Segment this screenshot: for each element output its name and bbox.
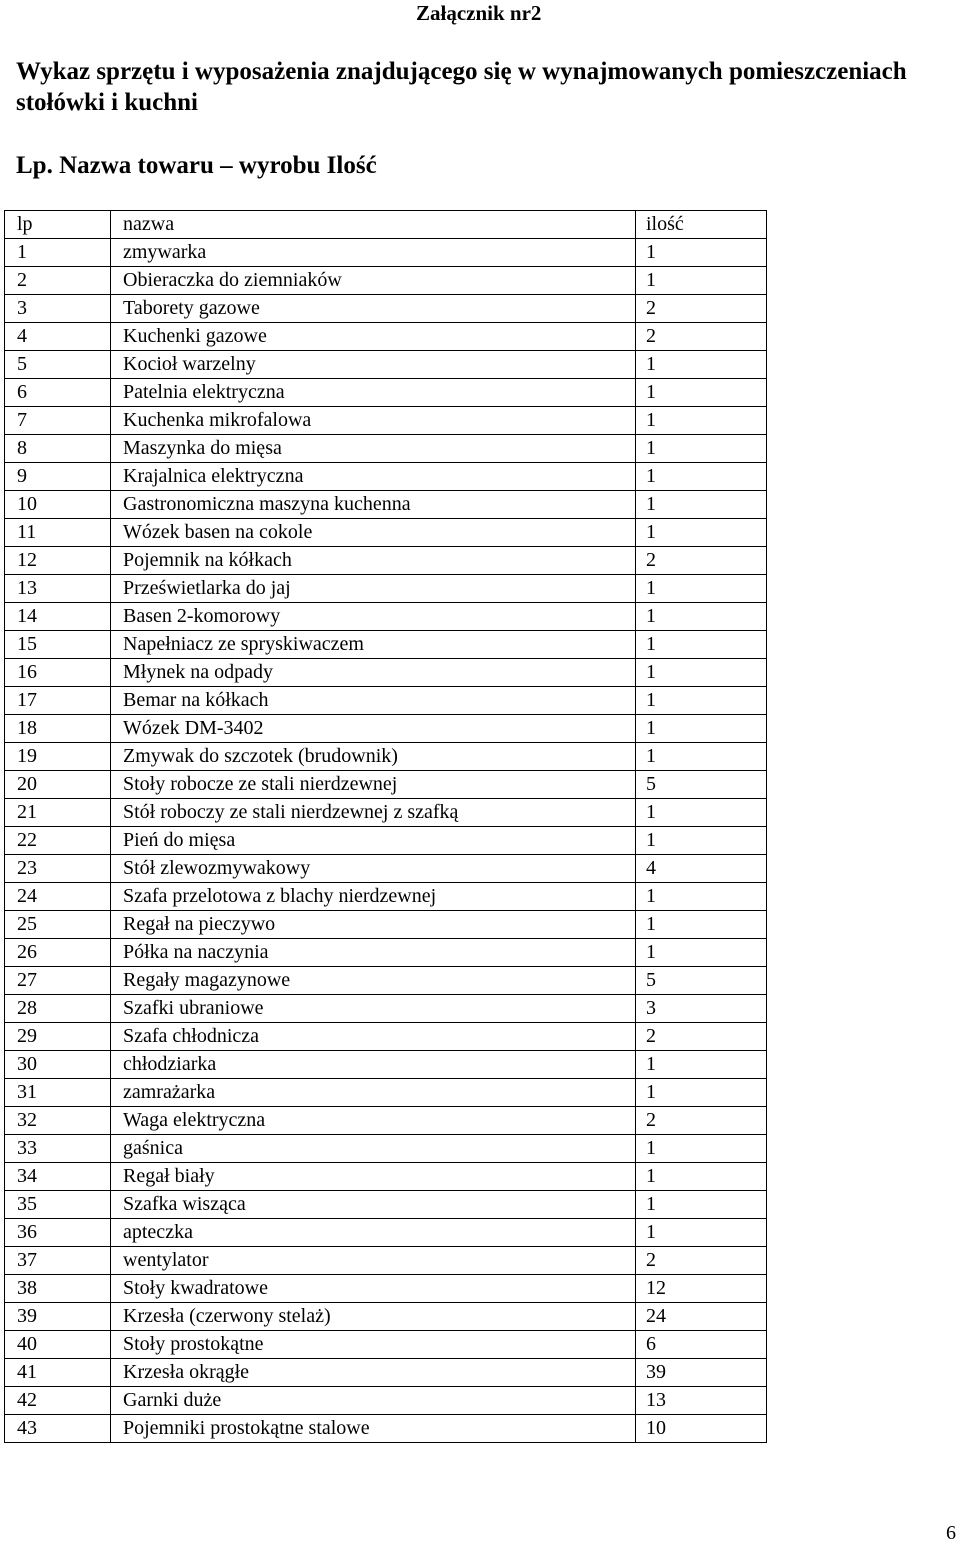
cell-lp: 19 bbox=[5, 743, 111, 771]
cell-name: Bemar na kółkach bbox=[111, 687, 636, 715]
cell-name: Gastronomiczna maszyna kuchenna bbox=[111, 491, 636, 519]
cell-name: Waga elektryczna bbox=[111, 1107, 636, 1135]
cell-lp: 34 bbox=[5, 1163, 111, 1191]
cell-name: Półka na naczynia bbox=[111, 939, 636, 967]
table-row bbox=[5, 967, 767, 995]
cell-name: Prześwietlarka do jaj bbox=[111, 575, 636, 603]
cell-lp: 37 bbox=[5, 1247, 111, 1275]
cell-qty: 2 bbox=[636, 547, 767, 575]
cell-lp: 16 bbox=[5, 659, 111, 687]
table-row bbox=[5, 1331, 767, 1359]
cell-lp: 33 bbox=[5, 1135, 111, 1163]
table-row bbox=[5, 1387, 767, 1415]
cell-name: Obieraczka do ziemniaków bbox=[111, 267, 636, 295]
cell-lp: 23 bbox=[5, 855, 111, 883]
cell-name: Szafa chłodnicza bbox=[111, 1023, 636, 1051]
cell-lp: 25 bbox=[5, 911, 111, 939]
table-row bbox=[5, 435, 767, 463]
table-row bbox=[5, 1107, 767, 1135]
cell-lp: 15 bbox=[5, 631, 111, 659]
table-row bbox=[5, 603, 767, 631]
table-row bbox=[5, 547, 767, 575]
cell-lp: 12 bbox=[5, 547, 111, 575]
cell-qty: 2 bbox=[636, 1023, 767, 1051]
cell-lp: 38 bbox=[5, 1275, 111, 1303]
cell-name: Pojemnik na kółkach bbox=[111, 547, 636, 575]
cell-name: Szafa przelotowa z blachy nierdzewnej bbox=[111, 883, 636, 911]
cell-qty: 1 bbox=[636, 379, 767, 407]
cell-qty: 1 bbox=[636, 1191, 767, 1219]
cell-name: Basen 2-komorowy bbox=[111, 603, 636, 631]
cell-qty: 1 bbox=[636, 1163, 767, 1191]
cell-lp: 32 bbox=[5, 1107, 111, 1135]
page-number: 6 bbox=[946, 1522, 956, 1544]
table-row bbox=[5, 911, 767, 939]
cell-qty: 5 bbox=[636, 771, 767, 799]
cell-lp: 36 bbox=[5, 1219, 111, 1247]
cell-qty: 1 bbox=[636, 659, 767, 687]
cell-lp: 4 bbox=[5, 323, 111, 351]
cell-name: Kuchenka mikrofalowa bbox=[111, 407, 636, 435]
cell-lp: 8 bbox=[5, 435, 111, 463]
cell-qty: 5 bbox=[636, 967, 767, 995]
cell-name: Krzesła (czerwony stelaż) bbox=[111, 1303, 636, 1331]
cell-name: Napełniacz ze spryskiwaczem bbox=[111, 631, 636, 659]
table-row bbox=[5, 883, 767, 911]
cell-lp: 26 bbox=[5, 939, 111, 967]
cell-qty: 2 bbox=[636, 1107, 767, 1135]
table-row bbox=[5, 267, 767, 295]
cell-qty: 1 bbox=[636, 939, 767, 967]
cell-qty: 24 bbox=[636, 1303, 767, 1331]
cell-lp: 35 bbox=[5, 1191, 111, 1219]
cell-lp: 7 bbox=[5, 407, 111, 435]
table-row bbox=[5, 295, 767, 323]
cell-lp: 21 bbox=[5, 799, 111, 827]
cell-name: wentylator bbox=[111, 1247, 636, 1275]
table-row bbox=[5, 1191, 767, 1219]
cell-lp: 41 bbox=[5, 1359, 111, 1387]
cell-lp: 18 bbox=[5, 715, 111, 743]
table-row bbox=[5, 323, 767, 351]
table-row bbox=[5, 1415, 767, 1443]
cell-qty: 1 bbox=[636, 603, 767, 631]
table-row bbox=[5, 407, 767, 435]
cell-name: Wózek basen na cokole bbox=[111, 519, 636, 547]
table-row bbox=[5, 463, 767, 491]
cell-name: Stół roboczy ze stali nierdzewnej z szafką bbox=[111, 799, 636, 827]
cell-lp: 5 bbox=[5, 351, 111, 379]
cell-qty: 1 bbox=[636, 239, 767, 267]
cell-name: Pień do mięsa bbox=[111, 827, 636, 855]
table-row bbox=[5, 631, 767, 659]
cell-name: Szafka wisząca bbox=[111, 1191, 636, 1219]
attachment-label: Załącznik nr2 bbox=[416, 1, 542, 25]
table-row bbox=[5, 1275, 767, 1303]
cell-name: Stoły prostokątne bbox=[111, 1331, 636, 1359]
cell-qty: 4 bbox=[636, 855, 767, 883]
cell-lp: 29 bbox=[5, 1023, 111, 1051]
table-row bbox=[5, 519, 767, 547]
cell-qty: 1 bbox=[636, 575, 767, 603]
cell-qty: 2 bbox=[636, 323, 767, 351]
cell-qty: 1 bbox=[636, 827, 767, 855]
table-row bbox=[5, 659, 767, 687]
cell-lp: 6 bbox=[5, 379, 111, 407]
cell-lp: 20 bbox=[5, 771, 111, 799]
cell-qty: 6 bbox=[636, 1331, 767, 1359]
cell-qty: 1 bbox=[636, 1051, 767, 1079]
cell-qty: 1 bbox=[636, 1079, 767, 1107]
cell-lp: 10 bbox=[5, 491, 111, 519]
cell-name: Stół zlewozmywakowy bbox=[111, 855, 636, 883]
cell-qty: 1 bbox=[636, 463, 767, 491]
cell-qty: 10 bbox=[636, 1415, 767, 1443]
table-row bbox=[5, 855, 767, 883]
cell-name: Regał biały bbox=[111, 1163, 636, 1191]
inventory-table bbox=[4, 210, 767, 1443]
cell-qty: 2 bbox=[636, 1247, 767, 1275]
header-lp: lp bbox=[5, 211, 111, 239]
cell-name: chłodziarka bbox=[111, 1051, 636, 1079]
table-row bbox=[5, 575, 767, 603]
cell-name: Kuchenki gazowe bbox=[111, 323, 636, 351]
table-row bbox=[5, 995, 767, 1023]
cell-lp: 27 bbox=[5, 967, 111, 995]
table-row bbox=[5, 771, 767, 799]
table-row bbox=[5, 1303, 767, 1331]
cell-lp: 22 bbox=[5, 827, 111, 855]
table-row bbox=[5, 491, 767, 519]
cell-qty: 1 bbox=[636, 715, 767, 743]
cell-name: apteczka bbox=[111, 1219, 636, 1247]
cell-qty: 1 bbox=[636, 687, 767, 715]
cell-name: Krajalnica elektryczna bbox=[111, 463, 636, 491]
table-row bbox=[5, 1163, 767, 1191]
document-title: Wykaz sprzętu i wyposażenia znajdującego się w wynajmowanych pomieszczeniach stołówki i kuchni bbox=[16, 58, 907, 116]
cell-lp: 43 bbox=[5, 1415, 111, 1443]
table-row bbox=[5, 1247, 767, 1275]
cell-lp: 30 bbox=[5, 1051, 111, 1079]
cell-lp: 40 bbox=[5, 1331, 111, 1359]
cell-lp: 2 bbox=[5, 267, 111, 295]
cell-lp: 14 bbox=[5, 603, 111, 631]
cell-lp: 42 bbox=[5, 1387, 111, 1415]
table-row bbox=[5, 1023, 767, 1051]
cell-qty: 12 bbox=[636, 1275, 767, 1303]
cell-name: Maszynka do mięsa bbox=[111, 435, 636, 463]
cell-qty: 13 bbox=[636, 1387, 767, 1415]
cell-name: Wózek DM-3402 bbox=[111, 715, 636, 743]
cell-name: Garnki duże bbox=[111, 1387, 636, 1415]
cell-qty: 1 bbox=[636, 407, 767, 435]
cell-qty: 1 bbox=[636, 883, 767, 911]
cell-lp: 28 bbox=[5, 995, 111, 1023]
table-row bbox=[5, 351, 767, 379]
cell-qty: 2 bbox=[636, 295, 767, 323]
cell-qty: 3 bbox=[636, 995, 767, 1023]
table-row bbox=[5, 1359, 767, 1387]
cell-name: gaśnica bbox=[111, 1135, 636, 1163]
table-row bbox=[5, 743, 767, 771]
table-row bbox=[5, 1051, 767, 1079]
table-row bbox=[5, 687, 767, 715]
cell-name: Stoły robocze ze stali nierdzewnej bbox=[111, 771, 636, 799]
cell-name: Taborety gazowe bbox=[111, 295, 636, 323]
cell-qty: 1 bbox=[636, 267, 767, 295]
cell-qty: 1 bbox=[636, 631, 767, 659]
cell-name: Patelnia elektryczna bbox=[111, 379, 636, 407]
cell-lp: 24 bbox=[5, 883, 111, 911]
cell-name: Kocioł warzelny bbox=[111, 351, 636, 379]
table-row bbox=[5, 939, 767, 967]
cell-name: Szafki ubraniowe bbox=[111, 995, 636, 1023]
header-qty: ilość bbox=[636, 211, 767, 239]
cell-qty: 1 bbox=[636, 743, 767, 771]
cell-lp: 39 bbox=[5, 1303, 111, 1331]
cell-qty: 1 bbox=[636, 351, 767, 379]
cell-qty: 1 bbox=[636, 491, 767, 519]
cell-name: Zmywak do szczotek (brudownik) bbox=[111, 743, 636, 771]
cell-lp: 13 bbox=[5, 575, 111, 603]
cell-name: zmywarka bbox=[111, 239, 636, 267]
header-name: nazwa bbox=[111, 211, 636, 239]
cell-name: Młynek na odpady bbox=[111, 659, 636, 687]
table-row bbox=[5, 1135, 767, 1163]
document-subtitle: Lp. Nazwa towaru – wyrobu Ilość bbox=[16, 152, 377, 179]
cell-name: Regał na pieczywo bbox=[111, 911, 636, 939]
cell-qty: 1 bbox=[636, 1135, 767, 1163]
inventory-table-body bbox=[5, 211, 767, 1443]
table-header-row bbox=[5, 211, 767, 239]
table-row bbox=[5, 379, 767, 407]
cell-qty: 39 bbox=[636, 1359, 767, 1387]
cell-qty: 1 bbox=[636, 1219, 767, 1247]
cell-lp: 11 bbox=[5, 519, 111, 547]
cell-qty: 1 bbox=[636, 911, 767, 939]
cell-lp: 9 bbox=[5, 463, 111, 491]
cell-name: Regały magazynowe bbox=[111, 967, 636, 995]
cell-lp: 1 bbox=[5, 239, 111, 267]
cell-qty: 1 bbox=[636, 519, 767, 547]
cell-lp: 17 bbox=[5, 687, 111, 715]
cell-lp: 3 bbox=[5, 295, 111, 323]
cell-qty: 1 bbox=[636, 799, 767, 827]
table-row bbox=[5, 827, 767, 855]
table-row bbox=[5, 1219, 767, 1247]
table-row bbox=[5, 799, 767, 827]
cell-qty: 1 bbox=[636, 435, 767, 463]
cell-lp: 31 bbox=[5, 1079, 111, 1107]
cell-name: Krzesła okrągłe bbox=[111, 1359, 636, 1387]
table-row bbox=[5, 1079, 767, 1107]
cell-name: Pojemniki prostokątne stalowe bbox=[111, 1415, 636, 1443]
cell-name: zamrażarka bbox=[111, 1079, 636, 1107]
table-row bbox=[5, 715, 767, 743]
table-row bbox=[5, 239, 767, 267]
cell-name: Stoły kwadratowe bbox=[111, 1275, 636, 1303]
